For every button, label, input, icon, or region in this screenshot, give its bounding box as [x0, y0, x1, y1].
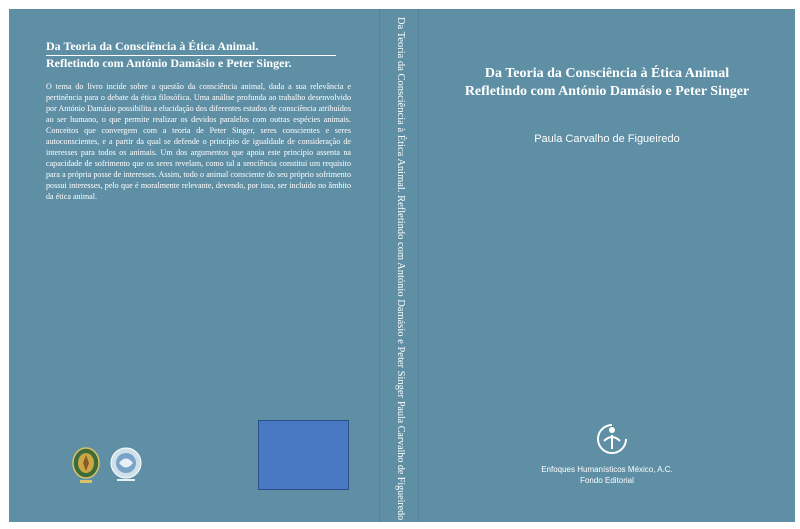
- back-cover: [9, 9, 379, 522]
- front-author: Paula Carvalho de Figueiredo: [534, 133, 680, 145]
- book-cover: [9, 9, 795, 522]
- front-cover: [419, 9, 795, 522]
- back-title: Da Teoria da Consciência à Ética Animal.: [46, 39, 336, 56]
- back-subtitle: Refletindo com António Damásio e Peter Singer.: [46, 56, 292, 70]
- publisher-logo-icon: [594, 421, 630, 457]
- front-title: Da Teoria da Consciência à Ética Animal: [484, 66, 730, 81]
- back-title-block: [46, 39, 336, 71]
- spine-title: Da Teoria da Consciência à Ética Animal. Refletindo com António Damásio e Peter Singer: [395, 17, 406, 399]
- publisher-name: Enfoques Humanísticos México, A.C.: [541, 465, 673, 474]
- publisher-imprint: Fondo Editorial: [580, 476, 634, 485]
- publisher-block: [419, 464, 795, 486]
- university-crest-icon: [69, 445, 103, 485]
- institute-seal-icon: [107, 446, 145, 484]
- front-title-block: [419, 65, 795, 101]
- spine: [379, 9, 419, 522]
- back-blurb: O tema do livro incide sobre a questão da consciência animal, dada a sua relevância e pertinência para o debate da ética filosófica. Uma análise profunda ao trabalho desenvolvido por António Damásio possibilita a elucidação dos diferentes estados de consciência atribuídos ao ser humano, o que permite realizar os devidos paralelos com outras espécies animais. Conceitos que convergem com a teoria de Peter Singer, seres conscientes e seres autoconscientes, e a partir da qual se defende o princípio de igualdade de consideração de interesses para todos os animais. Um dos argumentos que apoia este princípio assenta na capacidade de sofrimento que os seres revelam, como tal a senciência constitui um requisito para a própria posse de interesses. Assim, todo o animal consciente do seu próprio sofrimento possui interesses, pelo que é moralmente relevante, devendo, por isso, ser incluído no âmbito da ética animal.: [46, 82, 351, 201]
- blue-box: [258, 420, 349, 490]
- front-subtitle: Refletindo com António Damásio e Peter Singer: [464, 84, 750, 99]
- spine-author: Paula Carvalho de Figueiredo: [395, 401, 406, 521]
